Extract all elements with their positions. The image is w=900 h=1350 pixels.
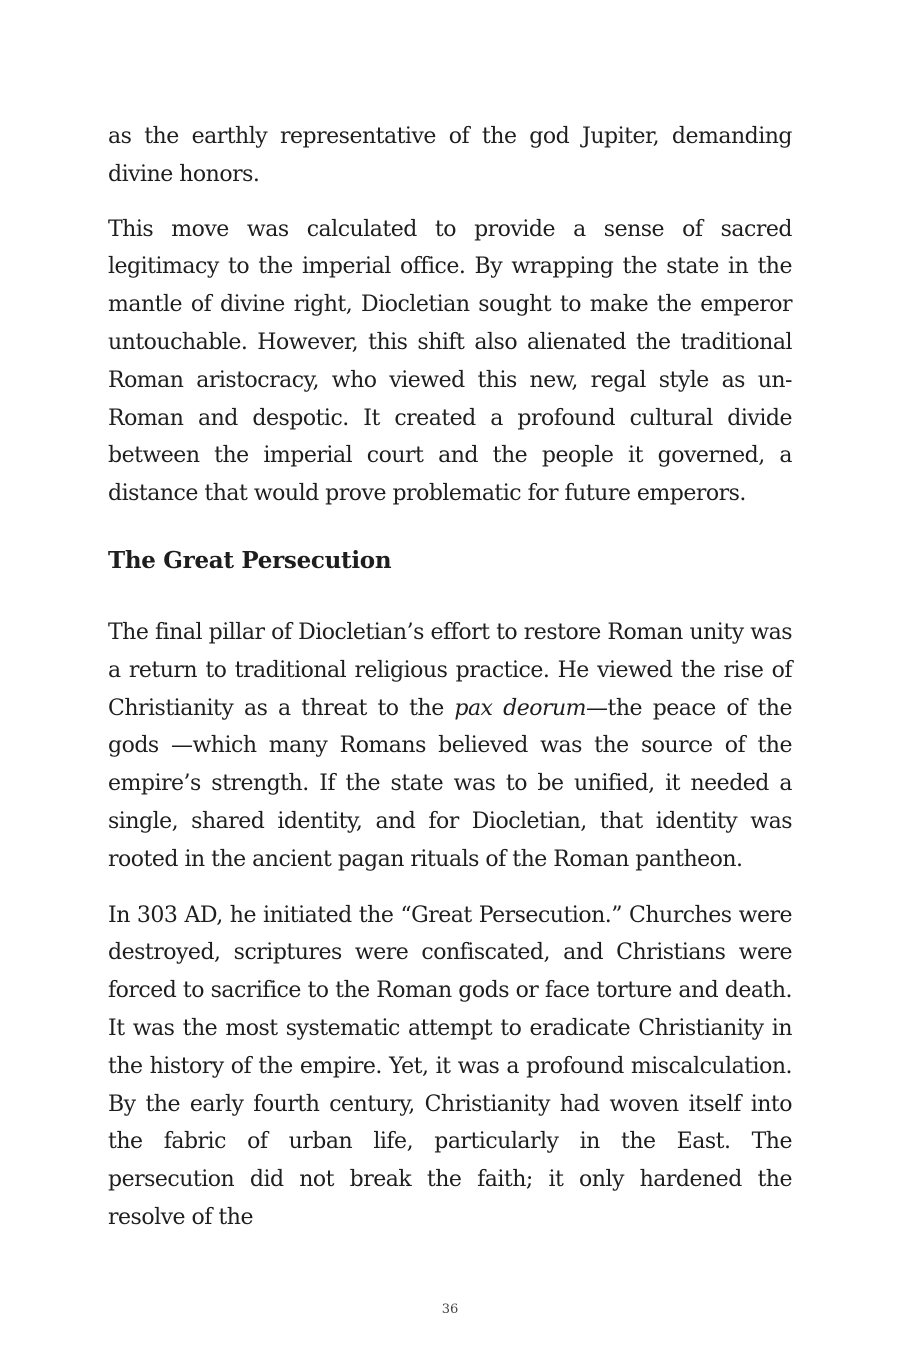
paragraph-final-pillar-part2: —the peace of the gods —which many Romans believed was the source of the empire’s strength. If the state was to be unified, it needed a single, shared identity, and for Diocletian, that identity was rooted in the ancient pagan rituals of the Roman pantheon. <box>108 695 792 872</box>
paragraph-final-pillar-part1: The final pillar of Diocletian’s effort to restore Roman unity was a return to traditional religious practice. He viewed the rise of Christianity as a threat to the <box>108 619 792 721</box>
section-heading: The Great Persecution <box>108 546 392 574</box>
paragraph-persecution: In 303 AD, he initiated the “Great Persecution.” Churches were destroyed, scriptures were confiscated, and Christians were forced to sacrifice to the Roman gods or face torture and death. It was the most systematic attempt to eradicate Christianity in the history of the empire. Yet, it was a profound miscalculation. By the early fourth century, Christianity had woven itself into the fabric of urban life, particularly in the East. The persecution did not break the faith; it only hardened the resolve of the <box>108 902 792 1230</box>
page-number: 36 <box>441 1302 459 1317</box>
page-body <box>108 118 792 1237</box>
paragraph-sacred-legitimacy: This move was calculated to provide a sense of sacred legitimacy to the imperial office. By wrapping the state in the mantle of divine right, Diocletian sought to make the emperor untouchable. However, this shift also alienated the traditional Roman aristocracy, who viewed this new, regal style as un-Roman and despotic. It created a profound cultural divide between the imperial court and the people it governed, a distance that would prove problematic for future emperors. <box>108 216 792 507</box>
paragraph-final-pillar <box>108 614 792 879</box>
pax-deorum-italic: pax deorum <box>454 695 587 721</box>
paragraph-jupiter: as the earthly representative of the god Jupiter, demanding divine honors. <box>108 124 792 187</box>
